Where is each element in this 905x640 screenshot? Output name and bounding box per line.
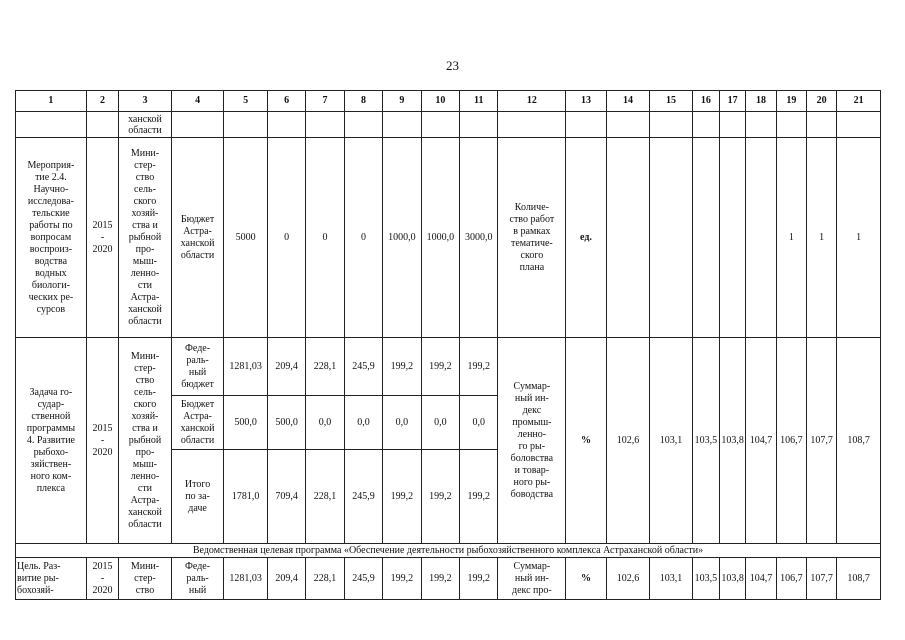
cell bbox=[807, 112, 837, 138]
value-cell: 199,2 bbox=[460, 558, 498, 600]
value-cell: 103,5 bbox=[692, 558, 719, 600]
cell bbox=[720, 112, 746, 138]
value-cell: 0 bbox=[306, 138, 344, 338]
value-cell: 199,2 bbox=[421, 450, 459, 544]
cell bbox=[16, 112, 87, 138]
value-cell: 104,7 bbox=[746, 338, 776, 544]
col-header: 6 bbox=[267, 91, 305, 112]
measure-name: Мероприя- тие 2.4. Научно- исследова- тельские работы по вопросам воспроиз- водства водных биологи- ческих ре- сурсов bbox=[16, 138, 87, 338]
value-cell: 0,0 bbox=[421, 396, 459, 450]
executor: Мини- стер- ство bbox=[119, 558, 172, 600]
value-cell: 0,0 bbox=[344, 396, 382, 450]
indicator: Суммар- ный ин- декс про- bbox=[498, 558, 566, 600]
cell bbox=[224, 112, 268, 138]
col-header: 10 bbox=[421, 91, 459, 112]
value-cell: 1 bbox=[837, 138, 881, 338]
col-header: 14 bbox=[606, 91, 650, 112]
value-cell: 500,0 bbox=[224, 396, 268, 450]
cell bbox=[746, 138, 776, 338]
col-header: 5 bbox=[224, 91, 268, 112]
value-cell: 1000,0 bbox=[421, 138, 459, 338]
task-4-row-federal bbox=[16, 338, 881, 396]
program-banner-row bbox=[16, 544, 881, 558]
col-header: 20 bbox=[807, 91, 837, 112]
cell bbox=[776, 112, 806, 138]
cell bbox=[267, 112, 305, 138]
indicator: Количе- ство работ в рамках тематиче- ского плана bbox=[498, 138, 566, 338]
cell bbox=[606, 138, 650, 338]
col-header: 1 bbox=[16, 91, 87, 112]
cell bbox=[460, 112, 498, 138]
continuation-row bbox=[16, 112, 881, 138]
col-header: 16 bbox=[692, 91, 719, 112]
cell bbox=[650, 138, 692, 338]
col-header: 8 bbox=[344, 91, 382, 112]
value-cell: 103,1 bbox=[650, 338, 692, 544]
value-cell: 209,4 bbox=[267, 338, 305, 396]
value-cell: 103,1 bbox=[650, 558, 692, 600]
value-cell: 103,8 bbox=[720, 558, 746, 600]
value-cell: 245,9 bbox=[344, 558, 382, 600]
program-banner: Ведомственная целевая программа «Обеспечение деятельности рыбохозяйственного комплекса Астраханской области» bbox=[16, 544, 881, 558]
indicator: Суммар- ный ин- декс промыш- ленно- го ры- боловства и товар- ного ры- боводства bbox=[498, 338, 566, 544]
funding-source: Феде- раль- ный бюджет bbox=[171, 338, 224, 396]
value-cell: 209,4 bbox=[267, 558, 305, 600]
cell bbox=[383, 112, 421, 138]
funding-source: Феде- раль- ный bbox=[171, 558, 224, 600]
unit: % bbox=[566, 558, 606, 600]
cell bbox=[421, 112, 459, 138]
col-header: 4 bbox=[171, 91, 224, 112]
col-header: 9 bbox=[383, 91, 421, 112]
col-header: 11 bbox=[460, 91, 498, 112]
value-cell: 228,1 bbox=[306, 338, 344, 396]
period: 2015 - 2020 bbox=[86, 138, 118, 338]
period: 2015 - 2020 bbox=[86, 338, 118, 544]
unit: % bbox=[566, 338, 606, 544]
value-cell: 1281,03 bbox=[224, 338, 268, 396]
value-cell: 107,7 bbox=[807, 558, 837, 600]
cell bbox=[837, 112, 881, 138]
value-cell: 108,7 bbox=[837, 558, 881, 600]
value-cell: 228,1 bbox=[306, 450, 344, 544]
value-cell: 199,2 bbox=[383, 338, 421, 396]
value-cell: 3000,0 bbox=[460, 138, 498, 338]
value-cell: 245,9 bbox=[344, 450, 382, 544]
value-cell: 199,2 bbox=[460, 450, 498, 544]
col-header: 12 bbox=[498, 91, 566, 112]
value-cell: 104,7 bbox=[746, 558, 776, 600]
value-cell: 106,7 bbox=[776, 338, 806, 544]
col-header: 17 bbox=[720, 91, 746, 112]
task-name: Задача го- судар- ственной программы 4. Развитие рыбохо- зяйствен- ного ком- плекса bbox=[16, 338, 87, 544]
value-cell: 102,6 bbox=[606, 338, 650, 544]
value-cell: 103,8 bbox=[720, 338, 746, 544]
cell bbox=[498, 112, 566, 138]
cell bbox=[566, 112, 606, 138]
cell bbox=[692, 112, 719, 138]
header-row bbox=[16, 91, 881, 112]
value-cell: 107,7 bbox=[807, 338, 837, 544]
funding-source: Бюджет Астра- ханской области bbox=[171, 396, 224, 450]
value-cell: 0,0 bbox=[383, 396, 421, 450]
measure-2-4-row bbox=[16, 138, 881, 338]
cell bbox=[720, 138, 746, 338]
funding-source: Бюджет Астра- ханской области bbox=[171, 138, 224, 338]
value-cell: 199,2 bbox=[421, 558, 459, 600]
value-cell: 106,7 bbox=[776, 558, 806, 600]
cell bbox=[606, 112, 650, 138]
cell bbox=[650, 112, 692, 138]
cell bbox=[171, 112, 224, 138]
cell bbox=[344, 112, 382, 138]
value-cell: 1781,0 bbox=[224, 450, 268, 544]
unit: ед. bbox=[566, 138, 606, 338]
col-header: 15 bbox=[650, 91, 692, 112]
value-cell: 0,0 bbox=[460, 396, 498, 450]
executor: Мини- стер- ство сель- ского хозяй- ства и рыбной про- мыш- ленно- сти Астра- ханской области bbox=[119, 138, 172, 338]
budget-table bbox=[15, 90, 881, 600]
value-cell: 228,1 bbox=[306, 558, 344, 600]
col-header: 2 bbox=[86, 91, 118, 112]
period: 2015 - 2020 bbox=[86, 558, 118, 600]
value-cell: 709,4 bbox=[267, 450, 305, 544]
value-cell: 199,2 bbox=[460, 338, 498, 396]
col-header: 18 bbox=[746, 91, 776, 112]
cell bbox=[692, 138, 719, 338]
value-cell: 1281,03 bbox=[224, 558, 268, 600]
goal-name: Цель. Раз- витие ры- бохозяй- bbox=[16, 558, 87, 600]
value-cell: 0,0 bbox=[306, 396, 344, 450]
value-cell: 108,7 bbox=[837, 338, 881, 544]
value-cell: 1000,0 bbox=[383, 138, 421, 338]
executor-cell: ханской области bbox=[119, 112, 172, 138]
value-cell: 199,2 bbox=[421, 338, 459, 396]
funding-source: Итого по за- даче bbox=[171, 450, 224, 544]
value-cell: 245,9 bbox=[344, 338, 382, 396]
value-cell: 500,0 bbox=[267, 396, 305, 450]
value-cell: 103,5 bbox=[692, 338, 719, 544]
col-header: 19 bbox=[776, 91, 806, 112]
cell bbox=[746, 112, 776, 138]
executor: Мини- стер- ство сель- ского хозяй- ства и рыбной про- мыш- ленно- сти Астра- ханской области bbox=[119, 338, 172, 544]
col-header: 13 bbox=[566, 91, 606, 112]
goal-row bbox=[16, 558, 881, 600]
page-number: 23 bbox=[446, 58, 459, 73]
value-cell: 0 bbox=[267, 138, 305, 338]
value-cell: 1 bbox=[807, 138, 837, 338]
value-cell: 199,2 bbox=[383, 450, 421, 544]
cell bbox=[86, 112, 118, 138]
value-cell: 5000 bbox=[224, 138, 268, 338]
col-header: 3 bbox=[119, 91, 172, 112]
col-header: 7 bbox=[306, 91, 344, 112]
value-cell: 1 bbox=[776, 138, 806, 338]
value-cell: 0 bbox=[344, 138, 382, 338]
value-cell: 102,6 bbox=[606, 558, 650, 600]
cell bbox=[306, 112, 344, 138]
value-cell: 199,2 bbox=[383, 558, 421, 600]
col-header: 21 bbox=[837, 91, 881, 112]
